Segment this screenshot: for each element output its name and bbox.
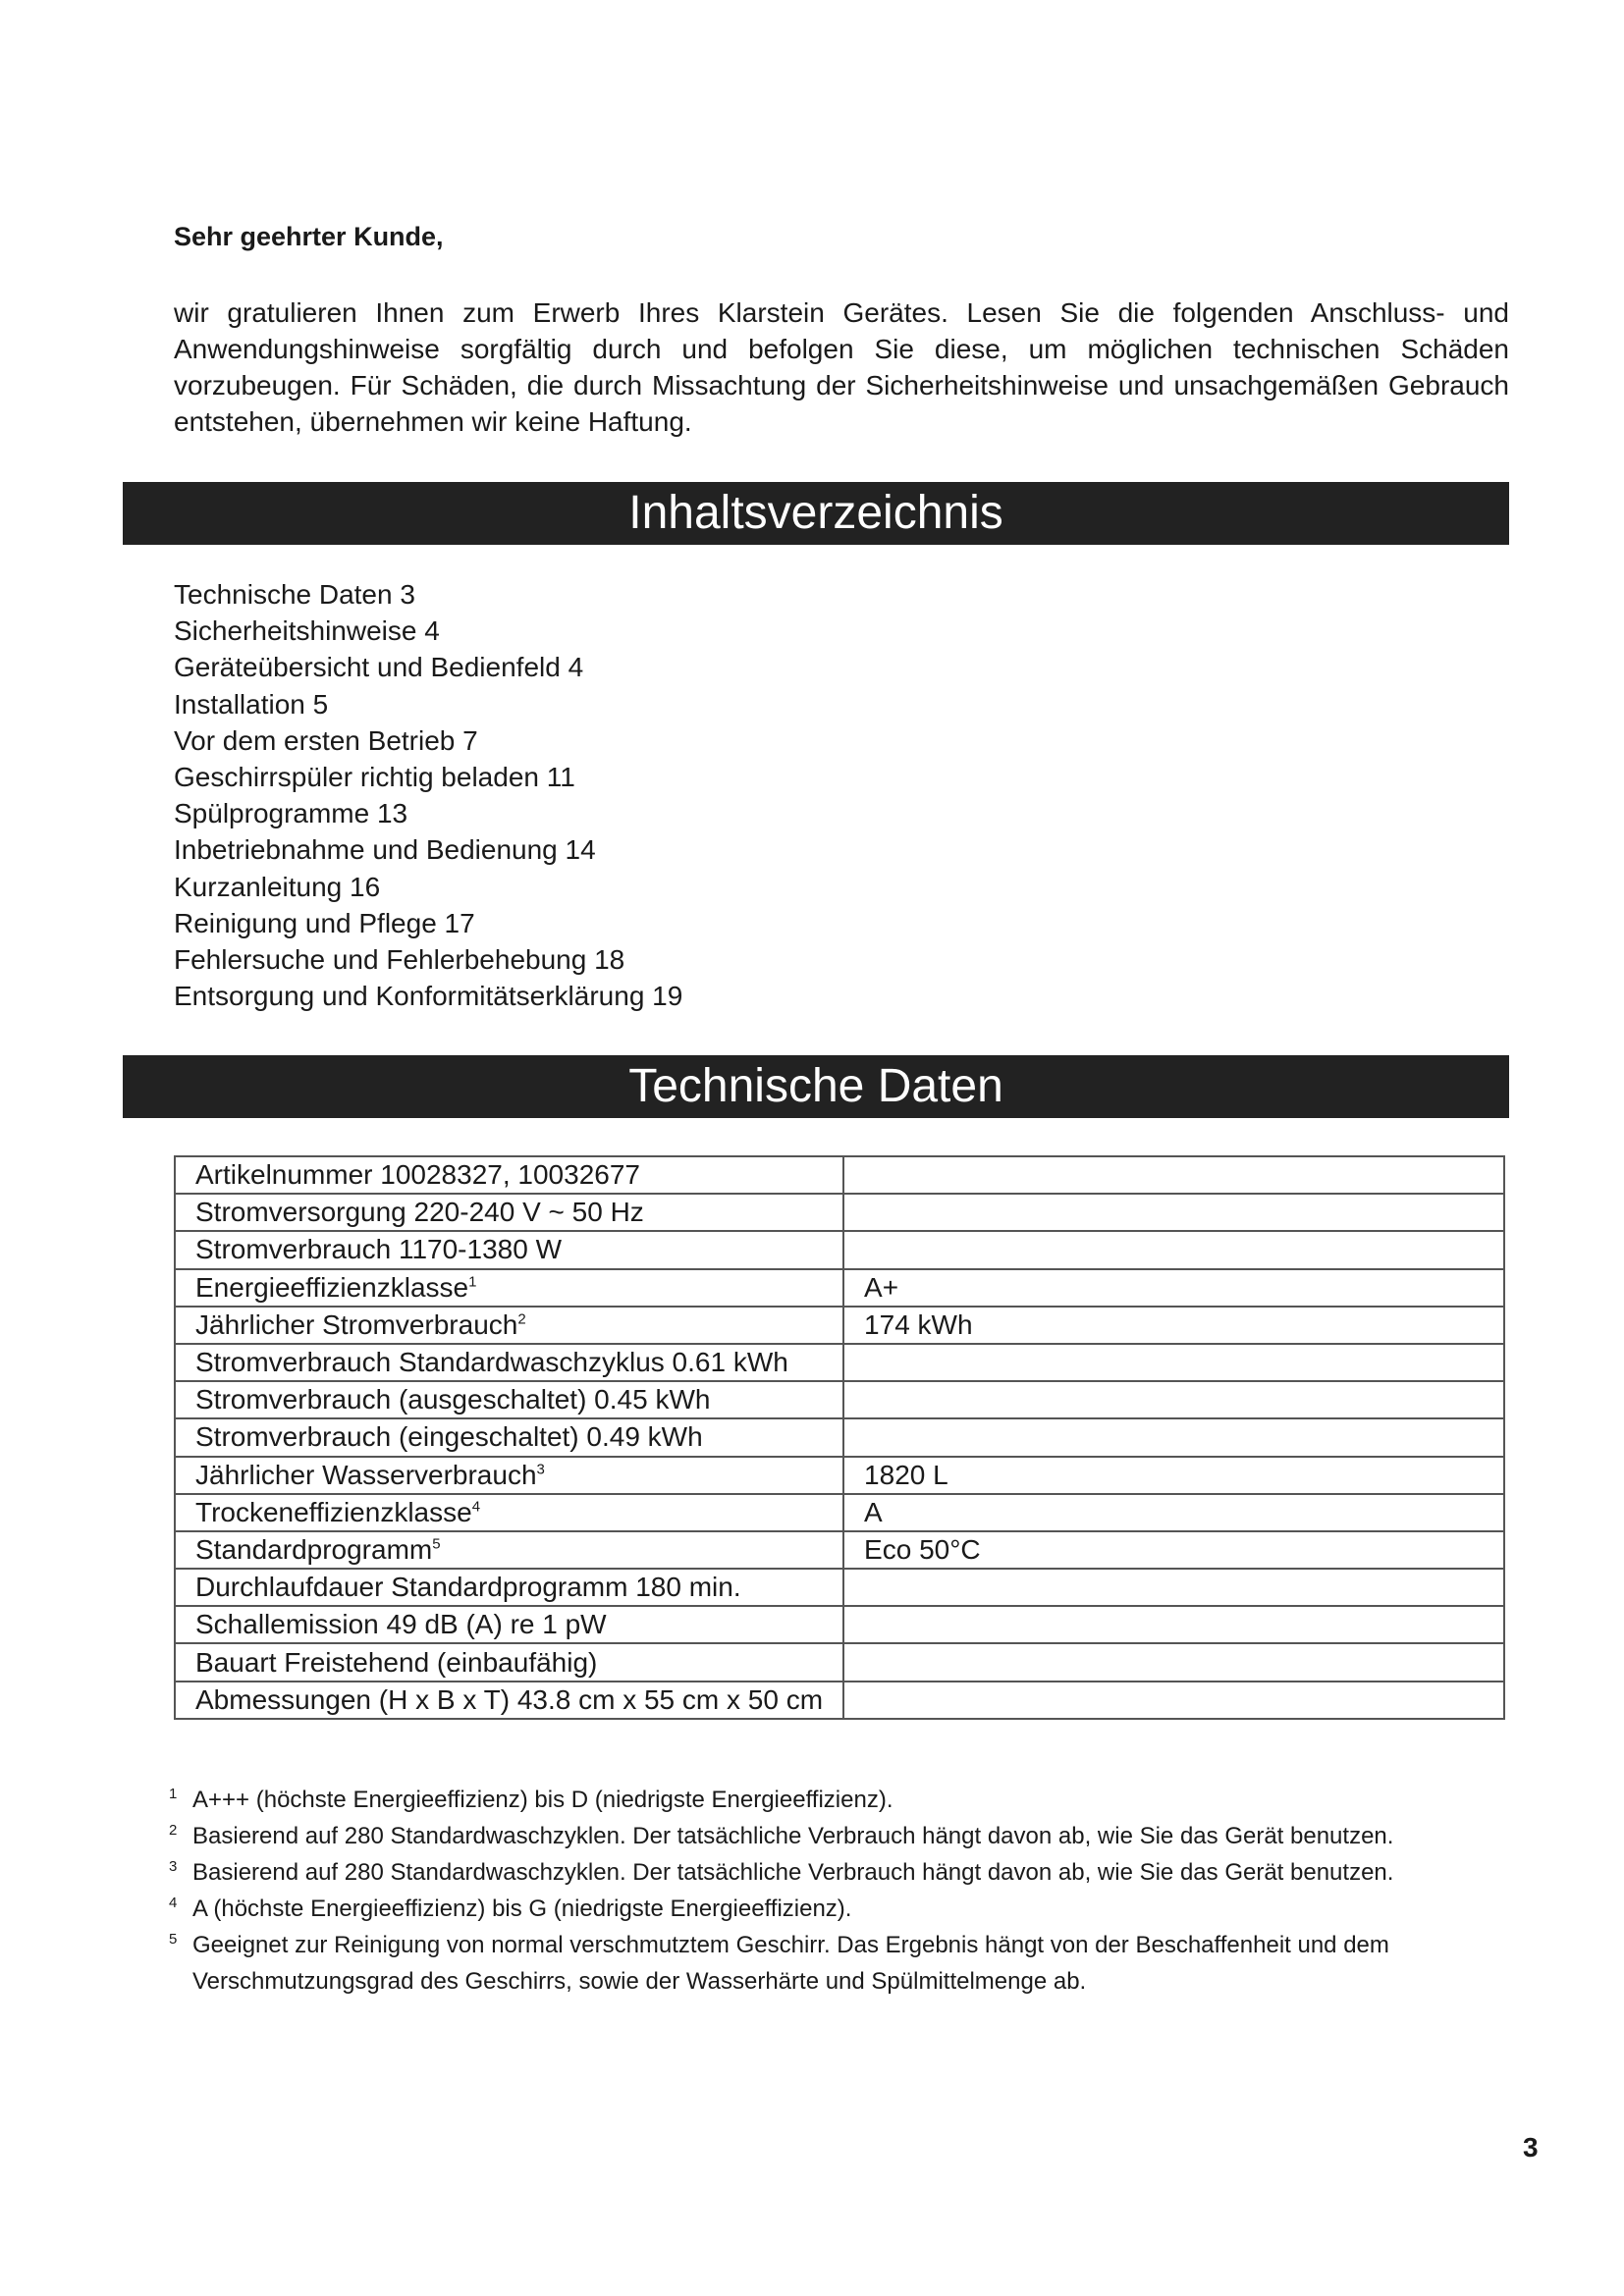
toc-item: Reinigung und Pflege 17 [174,907,475,938]
toc-item: Entsorgung und Konformitätserklärung 19 [174,981,683,1012]
toc-item: Inbetriebnahme und Bedienung 14 [174,834,596,866]
spec-value-cell [843,1643,1504,1681]
footnote-number: 2 [169,1822,178,1839]
table-row [175,1418,1504,1456]
spec-table [174,1155,1505,1720]
table-row [175,1307,1504,1344]
toc-list [174,576,682,1014]
greeting: Sehr geehrter Kunde, [174,222,444,251]
spec-value-cell: A+ [843,1269,1504,1307]
table-row [175,1156,1504,1194]
spec-value-cell [843,1418,1504,1456]
toc-item: Sicherheitshinweise 4 [174,615,440,647]
footnote-number: 5 [169,1931,178,1948]
spec-value-cell: A [843,1494,1504,1531]
footnote-text: A (höchste Energieeffizienz) bis G (niedrigste Energieeffizienz). [192,1896,852,1922]
table-row [175,1606,1504,1643]
toc-item: Kurzanleitung 16 [174,871,381,902]
footnotes [169,1782,1514,2000]
footnote-text: Geeignet zur Reinigung von normal verschmutztem Geschirr. Das Ergebnis hängt von der Beschaffenheit und dem Verschmutzungsgrad des Geschirrs, sowie der Wasserhärte und Spülmittelmenge ab. [192,1932,1389,1995]
table-row [175,1344,1504,1381]
spec-label-cell: Artikelnummer 10028327, 10032677 [175,1156,843,1194]
spec-value-cell: 1820 L [843,1457,1504,1494]
spec-label-cell: Trockeneffizienzklasse$^4$ [175,1494,843,1531]
table-row [175,1457,1504,1494]
toc-item: Technische Daten 3 [174,579,415,610]
table-row [175,1269,1504,1307]
spec-label-cell: Durchlaufdauer Standardprogramm 180 min. [175,1569,843,1606]
table-row [175,1381,1504,1418]
spec-label-cell: Schallemission 49 dB (A) re 1 pW [175,1606,843,1643]
spec-label-cell: Jährlicher Stromverbrauch$^2$ [175,1307,843,1344]
spec-value-cell [843,1569,1504,1606]
spec-value-cell: Eco 50°C [843,1531,1504,1569]
spec-label-cell: Jährlicher Wasserverbrauch$^3$ [175,1457,843,1494]
footnote [169,1927,1514,2000]
spec-label-cell: Stromverbrauch 1170-1380 W [175,1231,843,1268]
table-row [175,1194,1504,1231]
table-row [175,1569,1504,1606]
spec-label-cell: Bauart Freistehend (einbaufähig) [175,1643,843,1681]
toc-item: Fehlersuche und Fehlerbehebung 18 [174,944,625,976]
footnote [169,1891,1514,1927]
footnote-text: A+++ (höchste Energieeffizienz) bis D (niedrigste Energieeffizienz). [192,1787,893,1813]
toc-item: Geschirrspüler richtig beladen 11 [174,762,575,793]
spec-label-cell: Stromverbrauch (ausgeschaltet) 0.45 kWh [175,1381,843,1418]
footnote-text: Basierend auf 280 Standardwaschzyklen. Der tatsächliche Verbrauch hängt davon ab, wie Sie das Gerät benutzen. [192,1859,1394,1886]
spec-value-cell [843,1231,1504,1268]
footnote-number: 3 [169,1858,178,1875]
table-row [175,1531,1504,1569]
spec-value-cell [843,1156,1504,1194]
intro-paragraph: wir gratulieren Ihnen zum Erwerb Ihres Klarstein Gerätes. Lesen Sie die folgenden Anschluss- und Anwendungshinweise sorgfältig durch und befolgen Sie diese, um möglichen technischen Schäden vorzubeugen. Für Schäden, die durch Missachtung der Sicherheitshinweise und unsachgemäßen Gebrauch entstehen, übernehmen wir keine Haftung. [174,297,1509,437]
table-row [175,1682,1504,1719]
spec-value-cell [843,1194,1504,1231]
footnote [169,1854,1514,1891]
toc-item: Geräteübersicht und Bedienfeld 4 [174,652,584,683]
table-row [175,1231,1504,1268]
footnote-number: 4 [169,1895,178,1911]
toc-item: Vor dem ersten Betrieb 7 [174,724,478,756]
toc-item: Installation 5 [174,688,329,720]
footnote [169,1782,1514,1818]
spec-value-cell [843,1344,1504,1381]
toc-item: Spülprogramme 13 [174,798,408,829]
spec-value-cell [843,1682,1504,1719]
spec-value-cell: 174 kWh [843,1307,1504,1344]
spec-value-cell [843,1606,1504,1643]
footnote [169,1818,1514,1854]
spec-label-cell: Standardprogramm$^5$ [175,1531,843,1569]
spec-value-cell [843,1381,1504,1418]
toc-heading: Inhaltsverzeichnis [123,482,1509,545]
spec-label-cell: Stromverbrauch (eingeschaltet) 0.49 kWh [175,1418,843,1456]
spec-label-cell: Abmessungen (H x B x T) 43.8 cm x 55 cm x 50 cm [175,1682,843,1719]
spec-label-cell: Stromversorgung 220-240 V ~ 50 Hz [175,1194,843,1231]
spec-label-cell: Stromverbrauch Standardwaschzyklus 0.61 kWh [175,1344,843,1381]
table-row [175,1643,1504,1681]
table-row [175,1494,1504,1531]
spec-label-cell: Energieeffizienzklasse$^1$ [175,1269,843,1307]
page-number: 3 [1523,2132,1539,2163]
tech-data-heading: Technische Daten [123,1055,1509,1118]
footnote-text: Basierend auf 280 Standardwaschzyklen. Der tatsächliche Verbrauch hängt davon ab, wie Sie das Gerät benutzen. [192,1823,1394,1849]
footnote-number: 1 [169,1786,178,1802]
